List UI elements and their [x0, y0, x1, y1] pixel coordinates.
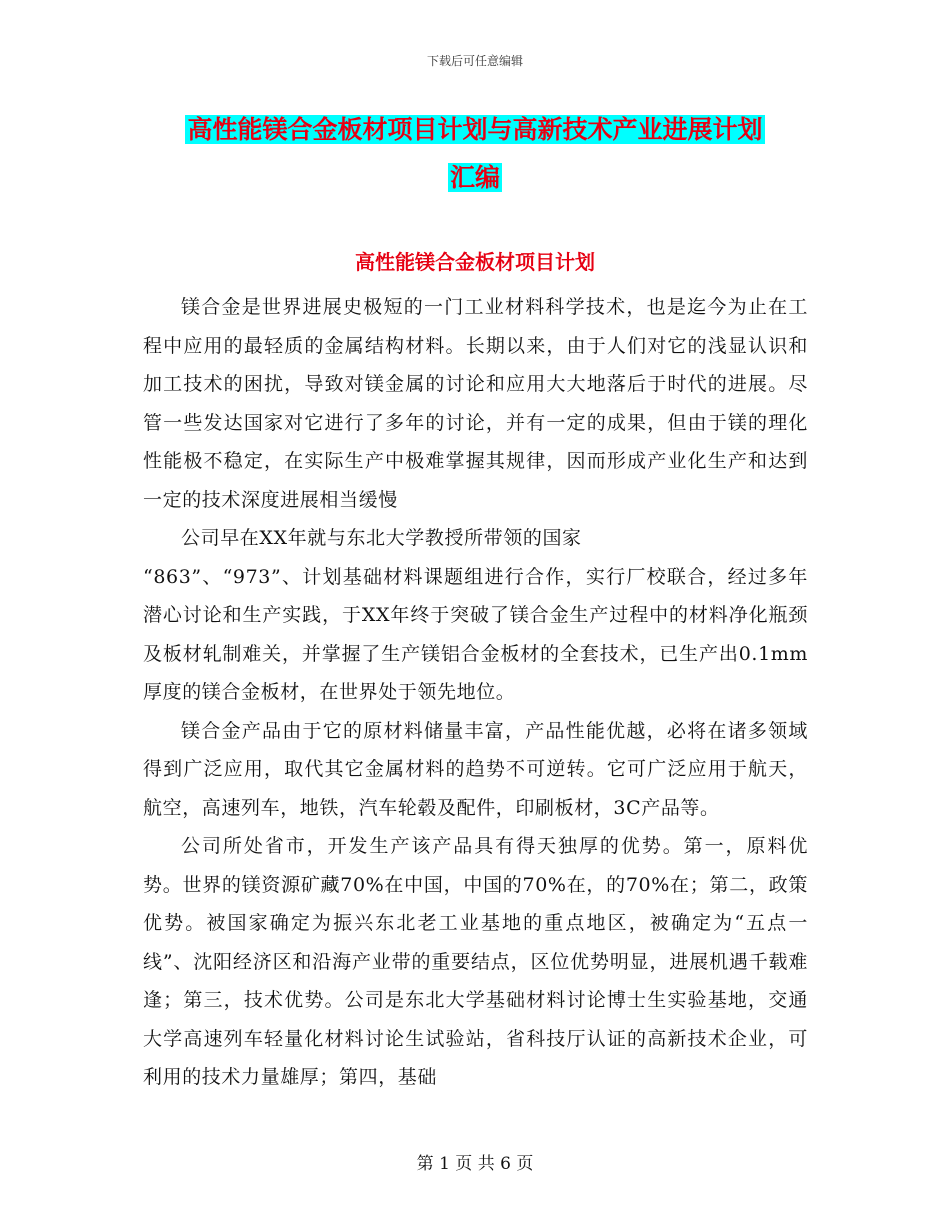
document-title: [140, 106, 810, 202]
paragraph: 公司早在XX年就与东北大学教授所带领的国家: [181, 527, 582, 549]
section-title: 高性能镁合金板材项目计划: [355, 250, 595, 274]
body-text: [143, 288, 808, 1097]
page-number: 第 1 页 共 6 页: [416, 1154, 534, 1174]
document-title-line-1: 高性能镁合金板材项目计划与高新技术产业进展计划: [187, 115, 763, 144]
paragraph: 公司所处省市，开发生产该产品具有得天独厚的优势。第一，原料优势。世界的镁资源矿藏70%在中国，中国的70%在，的70%在；第二，政策优势。被国家确定为振兴东北老工业基地的重点地区，被确定为“五点一线”、沈阳经济区和沿海产业带的重要结点，区位优势明显，进展机遇千载难逢；第三，技术优势。公司是东北大学基础材料讨论博士生实验基地，交通大学高速列车轻量化材料讨论生试验站，省科技厅认证的高新技术企业，可利用的技术力量雄厚；第四，基础: [143, 835, 808, 1088]
page-header-note: 下载后可任意编辑: [426, 54, 523, 68]
paragraph: 镁合金产品由于它的原材料储量丰富，产品性能优越，必将在诸多领域得到广泛应用，取代其它金属材料的趋势不可逆转。它可广泛应用于航天，航空，高速列车，地铁，汽车轮毂及配件，印刷板材，3C产品等。: [143, 719, 808, 819]
document-title-line-2: 汇编: [449, 163, 500, 192]
paragraph: 镁合金是世界进展史极短的一门工业材料科学技术，也是迄今为止在工程中应用的最轻质的金属结构材料。长期以来，由于人们对它的浅显认识和加工技术的困扰，导致对镁金属的讨论和应用大大地落后于时代的进展。尽管一些发达国家对它进行了多年的讨论，并有一定的成果，但由于镁的理化性能极不稳定，在实际生产中极难掌握其规律，因而形成产业化生产和达到一定的技术深度进展相当缓慢: [143, 296, 808, 511]
paragraph: “863”、“973”、计划基础材料课题组进行合作，实行厂校联合，经过多年潜心讨论和生产实践，于XX年终于突破了镁合金生产过程中的材料净化瓶颈及板材轧制难关，并掌握了生产镁铝合金板材的全套技术，已生产出0.1mm厚度的镁合金板材，在世界处于领先地位。: [143, 565, 808, 703]
